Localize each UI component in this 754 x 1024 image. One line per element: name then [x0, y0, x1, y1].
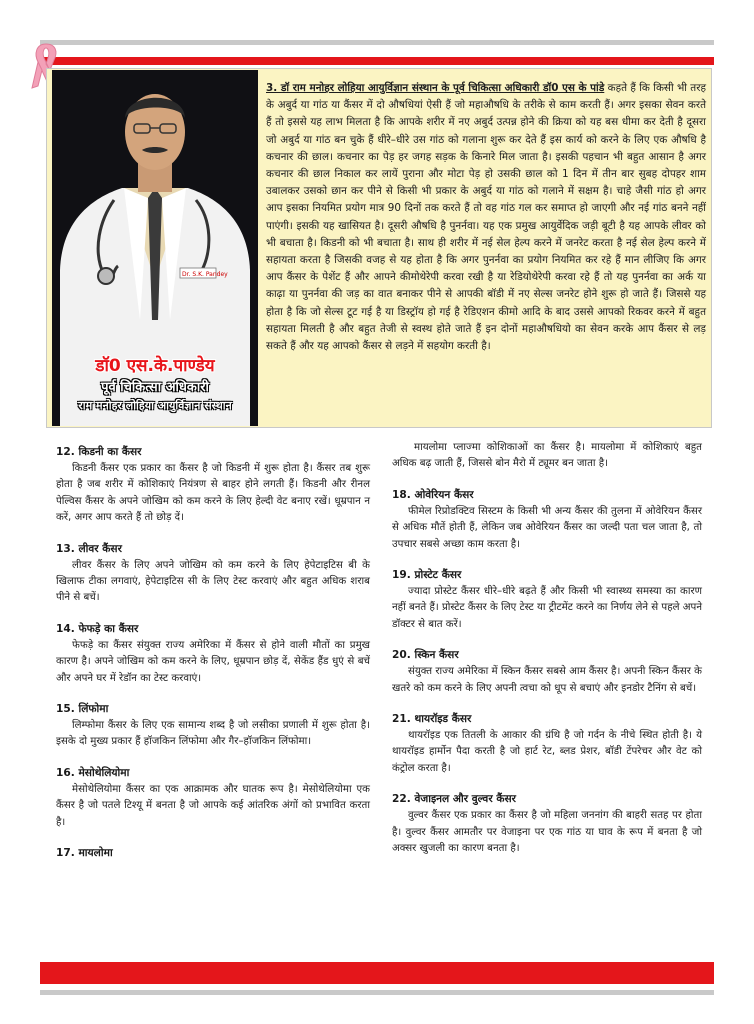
section-liver: [56, 541, 370, 607]
section-text: फेफड़े का कैंसर संयुक्त राज्य अमेरिका में कैंसर से होने वाली मौतों का प्रमुख कारण है। अपने जोखिम को कम करने के लिए, धूम्रपान छोड़ दें, सेकेंड हैंड धुएं से बचें और अपने घर में रेडॉन का टेस्ट करवाएं।: [56, 639, 370, 684]
coat-badge: Dr. S.K. Pandey: [182, 271, 228, 278]
section-text: मायलोमा प्लाज्मा कोशिकाओं का कैंसर है। मायलोमा में कोशिकाएं बहुत अधिक बढ़ जाती हैं, जिससे बोन मैरो में ट्यूमर बन जाता है।: [392, 442, 702, 470]
section-lymphoma: [56, 701, 370, 751]
section-text: वुल्वर कैंसर एक प्रकार का कैंसर है जो महिला जननांग की बाहरी सतह पर होता है। वुल्वर कैंसर आमतौर पर वेजाइना पर एक गांठ या घाव के रूप में बनता है जो अक्सर खुजली का कारण बनता है।: [392, 810, 702, 855]
section-text: संयुक्त राज्य अमेरिका में स्किन कैंसर सबसे आम कैंसर है। अपनी स्किन कैंसर के खतरे को कम करने के लिए अपनी त्वचा को धूप से बचाएं और इनडोर टैनिंग से बचें।: [392, 666, 702, 694]
section-prostate: [392, 567, 702, 633]
right-column: [392, 440, 702, 872]
hero-article: [266, 80, 706, 355]
section-myeloma: [56, 845, 370, 862]
section-ovarian: [392, 487, 702, 553]
hero-lead: 3. डॉ राम मनोहर लोहिया आयुर्विज्ञान संस्थान के पूर्व चिकित्सा अधिकारी डॉ0 एस के पांडे: [266, 82, 605, 94]
section-heading: 13. लीवर कैंसर: [56, 542, 122, 555]
bottom-grey-rule: [40, 990, 714, 995]
section-heading: 21. थायरॉइड कैंसर: [392, 713, 472, 726]
section-heading: 14. फेफड़े का कैंसर: [56, 622, 139, 635]
section-text: मेसोथेलियोमा कैंसर का एक आक्रामक और घातक रूप है। मेसोथेलियोमा एक कैंसर है जो पतले टिश्यू में बनता है जो आपके कई आंतरिक अंगों को प्रभावित करता है।: [56, 783, 370, 828]
top-red-rule: [40, 57, 714, 65]
hero-body: कहते हैं कि किसी भी तरह के अबुर्द या गांठ या कैंसर में दो औषधियां ऐसी हैं जो महाऔषधि के तरीके से काम करती हैं। अगर इसका सेवन करते हैं तो इससे यह लाभ मिलता है कि आपके शरीर में नए अबुर्द उत्पन्न होने की क्रिया को यह बस धीमा कर देती है दूसरा जो अबुर्द या गांठ बन चुके हैं धीरे–धीरे उस गांठ को गलाना शुरू कर देते हैं इस कार्य को करने के लिए एक औषधि है कचनार की छाल। कचनार का पेड़ हर जगह सड़क के किनारे मिल जाता है। इसकी पहचान भी बहुत आसान है अगर कचनार की छाल निकाल कर लायें पुराना और मोटा पेड़ हो उसकी छाल को 1 दिन में तीन बार सुबह दोपहर शाम उबालकर उसको छान कर पीने से किसी भी प्रकार के अबुर्द या गांठ को गलाने में सक्षम है। चाहे जैसी गांठ हो अगर आप इसका नियमित प्रयोग मात्र 90 दिनों तक करते हैं तो वह गांठ गल कर समाप्त हो जाएगी और नई गांठ बनने नहीं पाएंगी। इसकी यह खासियत है। दूसरी औषधि है पुनर्नवा। यह एक प्रमुख आयुर्वेदिक जड़ी बूटी है यह आपके लीवर को भी बचाता है। किडनी को भी बचाता है। साथ ही शरीर में नई सेल हेल्प करने में जनरेट करता है नई सेल हेल्प करने में सहायता करता है जिसकी वजह से यह होता है कि अगर पुनर्नवा का प्रयोग नियमित कर रहे हैं मान लीजिए कि अगर आप कैंसर के पेशेंट हैं और आपने कीमोथेरेपी करवा रखी है या रेडियोथेरेपी करवा रहे हैं तो यह पुनर्नवा का अर्क या काढ़ा या पुनर्नवा की जड़ का वात बनाकर पीने से आपकी बॉडी में नए सेल्स जनरेट होने शुरू हो जाते हैं। जिससे यह होता है कि जो सेल्स टूट गई है या डिस्ट्रॉय हो गई है रेडिएशन कीमो आदि के बाद उससे आपको रिकवर करने में बहुत सहायता मिलती है और बहुत तेजी से स्वस्थ होते जाते हैं इन दोनों महाऔषधियो का सेवन करके आप कैंसर से लड़ सकते हैं और यह आपको कैंसर से लड़ने में सहयोग करती है।: [266, 82, 706, 353]
section-heading: 12. किडनी का कैंसर: [56, 446, 142, 458]
section-heading: 16. मेसोथेलियोमा: [56, 766, 130, 779]
section-myeloma-continued: [392, 440, 702, 473]
section-text: थायरॉइड एक तितली के आकार की ग्रंथि है जो गर्दन के नीचे स्थित होती है। ये थायरॉइड हार्मोन पैदा करती है जो हार्ट रेट, ब्लड प्रेशर, बॉडी टेंपरेचर और वेट को कंट्रोल करता है।: [392, 730, 702, 774]
section-heading: 17. मायलोमा: [56, 847, 113, 860]
section-heading: 18. ओवेरियन कैंसर: [392, 488, 474, 501]
section-text: फीमेल रिप्रोडक्टिव सिस्टम के किसी भी अन्य कैंसर की तुलना में ओवेरियन कैंसर से अधिक मौतें होती हैं, लेकिन जब ओवेरियन कैंसर का जल्दी पता चल जाता है, तो उपचार सबसे अच्छा काम करता है।: [392, 505, 702, 550]
section-lung: [56, 621, 370, 687]
section-skin: [392, 647, 702, 697]
section-heading: 15. लिंफोमा: [56, 703, 109, 716]
section-text: ज्यादा प्रोस्टेट कैंसर धीरे–धीरे बढ़ते हैं और किसी भी स्वास्थ्य समस्या का कारण नहीं बनते हैं। प्रोस्टेट कैंसर के लिए टेस्ट या ट्रीटमेंट करने का निर्णय लेने से पहले अपने डॉक्टर से बात करें।: [392, 586, 702, 630]
left-column: [56, 440, 370, 876]
doctor-institute: राम मनोहर लोहिया आयुर्विज्ञान संस्थान: [78, 399, 232, 412]
doctor-designation: पूर्व चिकित्सा अधिकारी: [101, 380, 209, 395]
section-heading: 22. वेजाइनल और वुल्वर कैंसर: [392, 793, 516, 806]
section-kidney: [56, 444, 370, 527]
doctor-photo: [52, 70, 258, 426]
section-vulvar: [392, 791, 702, 857]
section-thyroid: [392, 711, 702, 777]
top-grey-rule: [40, 40, 714, 45]
section-heading: 20. स्किन कैंसर: [392, 649, 459, 662]
section-text: लिम्फोमा कैंसर के लिए एक सामान्य शब्द है जो लसीका प्रणाली में शुरू होता है। इसके दो मुख्य प्रकार हैं हॉजकिन लिंफोमा और गैर–हॉजकिन लिंफोमा।: [56, 720, 370, 748]
section-text: लीवर कैंसर के लिए अपने जोखिम को कम करने के लिए हेपेटाइटिस बी के खिलाफ टीका लगवाएं, हेपेटाइटिस सी के लिए टेस्ट करवाएं और बहुत अधिक शराब पीने से बचें।: [56, 559, 370, 604]
section-mesothelioma: [56, 765, 370, 831]
bottom-red-rule: [40, 962, 714, 984]
section-text: किडनी कैंसर एक प्रकार का कैंसर है जो किडनी में शुरू होता है। कैंसर तब शुरू होता है जब शरीर में कोशिकाएं नियंत्रण से बाहर होने लगती हैं। किडनी और रीनल पेल्विस कैंसर के अपने जोखिम को कम करने के लिए हेल्दी वेट बनाए रखें। धूम्रपान न करें, अगर आप करते हैं तो छोड़ दें।: [56, 463, 370, 524]
section-heading: 19. प्रोस्टेट कैंसर: [392, 569, 462, 582]
doctor-name: डॉ0 एस.के.पाण्डेय: [95, 356, 215, 376]
